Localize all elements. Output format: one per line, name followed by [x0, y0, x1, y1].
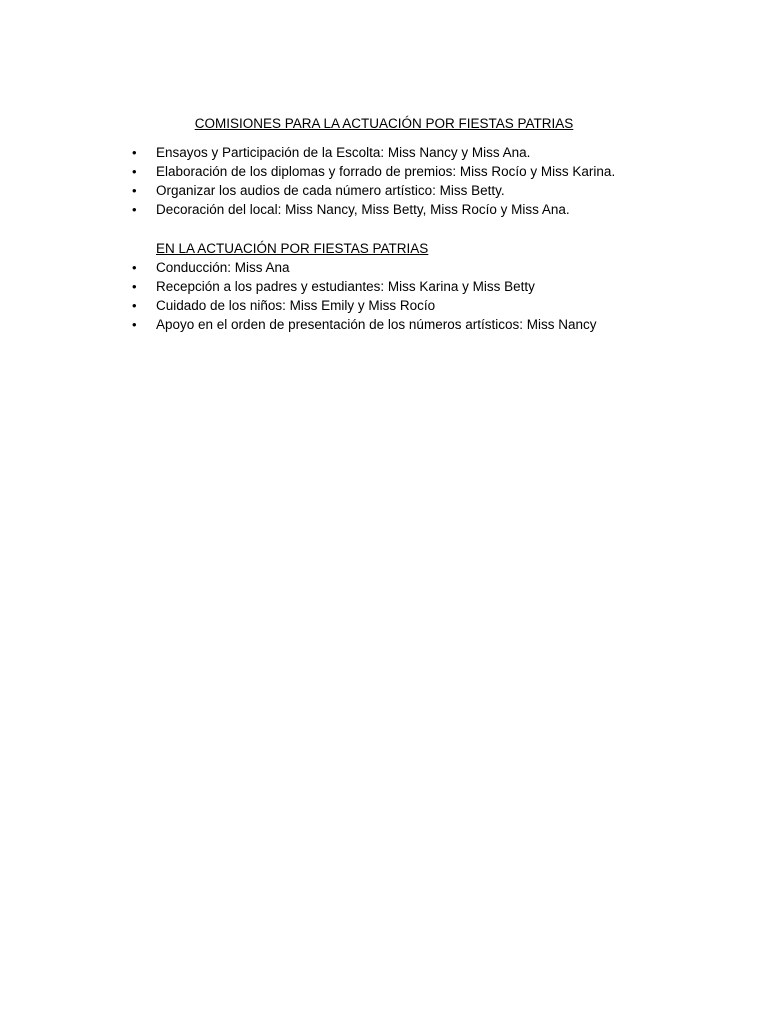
list-item: [130, 181, 615, 200]
list-item-text: Decoración del local: Miss Nancy, Miss Betty, Miss Rocío y Miss Ana.: [156, 202, 570, 217]
list-item-text: Conducción: Miss Ana: [156, 260, 290, 275]
list-item-text: Apoyo en el orden de presentación de los números artísticos: Miss Nancy: [156, 317, 597, 332]
list-item: [130, 200, 615, 219]
list-item: [130, 315, 596, 334]
event-roles-list: [130, 258, 596, 334]
commissions-list: [130, 143, 615, 219]
list-item: [130, 143, 615, 162]
bullet-icon: •: [132, 260, 137, 275]
section-subtitle: EN LA ACTUACIÓN POR FIESTAS PATRIAS: [156, 241, 429, 256]
bullet-icon: •: [132, 164, 137, 179]
bullet-icon: •: [132, 145, 137, 160]
bullet-icon: •: [132, 202, 137, 217]
bullet-icon: •: [132, 183, 137, 198]
document-title: COMISIONES PARA LA ACTUACIÓN POR FIESTAS PATRIAS: [194, 116, 574, 131]
list-item-text: Organizar los audios de cada número artístico: Miss Betty.: [156, 183, 505, 198]
list-item-text: Recepción a los padres y estudiantes: Miss Karina y Miss Betty: [156, 279, 535, 294]
list-item: [130, 258, 596, 277]
bullet-icon: •: [132, 298, 137, 313]
list-item: [130, 296, 596, 315]
list-item-text: Elaboración de los diplomas y forrado de premios: Miss Rocío y Miss Karina.: [156, 164, 616, 179]
list-item: [130, 277, 596, 296]
list-item: [130, 162, 615, 181]
bullet-icon: •: [132, 317, 137, 332]
bullet-icon: •: [132, 279, 137, 294]
list-item-text: Cuidado de los niños: Miss Emily y Miss Rocío: [156, 298, 436, 313]
list-item-text: Ensayos y Participación de la Escolta: Miss Nancy y Miss Ana.: [156, 145, 531, 160]
